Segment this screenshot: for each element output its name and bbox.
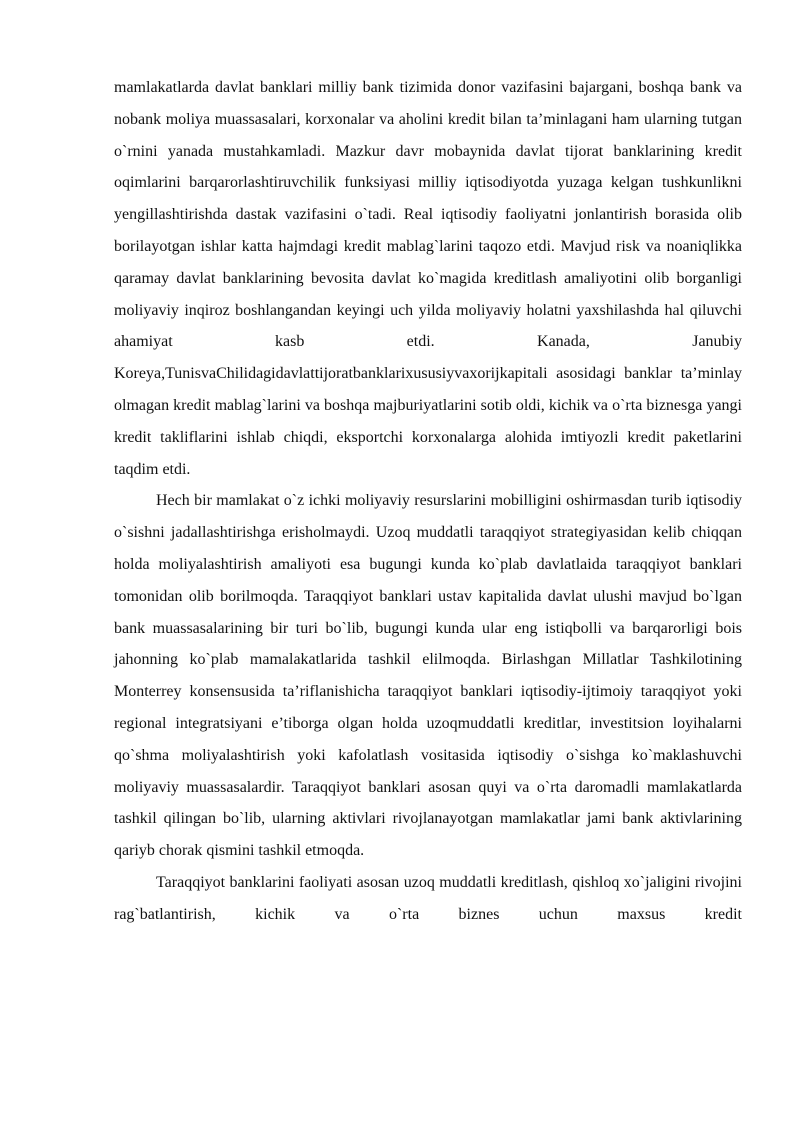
document-page: [114, 72, 742, 931]
paragraph-state-banks-role: mamlakatlarda davlat banklari milliy bank tizimida donor vazifasini bajargani, boshqa bank va nobank moliya muassasalari, korxonalar va aholini kredit bilan ta’minlagani ham ularning tutgan o`rnini yanada mustahkamladi. Mazkur davr mobaynida davlat tijorat banklarining kredit oqimlarini barqarorlashtiruvchilik funksiyasi milliy iqtisodiyotda yuzaga kelgan tushkunlikni yengillashtirishda dastak vazifasini o`tadi. Real iqtisodiy faoliyatni jonlantirish borasida olib borilayotgan ishlar katta hajmdagi kredit mablag`larini taqozo etdi. Mavjud risk va noaniqlikka qaramay davlat banklarining bevosita davlat ko`magida kreditlash amaliyotini olib borganligi moliyaviy inqiroz boshlangandan keyingi uch yilda moliyaviy holatni yaxshilashda hal qiluvchi ahamiyat kasb etdi. Kanada, Janubiy Koreya,TunisvaChilidagidavlattijoratbanklarixususiyvaxorijkapitali asosidagi banklar ta’minlay olmagan kredit mablag`larini va boshqa majburiyatlarini sotib oldi, kichik va o`rta biznesga yangi kredit takliflarini ishlab chiqdi, eksportchi korxonalarga alohida imtiyozli kredit paketlarini taqdim etdi.: [114, 79, 742, 478]
paragraph-development-banks: Hech bir mamlakat o`z ichki moliyaviy resurslarini mobilligini oshirmasdan turib iqtisodiy o`sishni jadallashtirishga erisholmaydi. Uzoq muddatli taraqqiyot strategiyasidan kelib chiqqan holda moliyalashtirish amaliyoti esa bugungi kunda ko`plab davlatlaida taraqqiyot banklari tomonidan olib borilmoqda. Taraqqiyot banklari ustav kapitalida davlat ulushi mavjud bo`lgan bank muassasalarining bir turi bo`lib, bugungi kunda ular eng istiqbolli va barqarorligi bois jahonning ko`plab mamalakatlarida tashkil elilmoqda. Birlashgan Millatlar Tashkilotining Monterrey konsensusida ta’riflanishicha taraqqiyot banklari iqtisodiy-ijtimoiy taraqqiyot yoki regional integratsiyani e’tiborga olgan holda uzoqmuddatli kreditlar, investitsion loyihalarni qo`shma moliyalashtirish yoki kafolatlash vositasida iqtisodiy o`sishga ko`maklashuvchi moliyaviy muassasalardir. Taraqqiyot banklari asosan quyi va o`rta daromadli mamlakatlarda tashkil qilingan bo`lib, ularning aktivlari rivojlanayotgan mamlakatlar jami bank aktivlarining qariyb chorak qismini tashkil etmoqda.: [114, 492, 742, 860]
paragraph-development-banks-activity: Taraqqiyot banklarini faoliyati asosan uzoq muddatli kreditlash, qishloq xo`jaligini rivojini rag`batlantirish, kichik va o`rta biznes uchun maxsus kredit: [114, 873, 742, 923]
